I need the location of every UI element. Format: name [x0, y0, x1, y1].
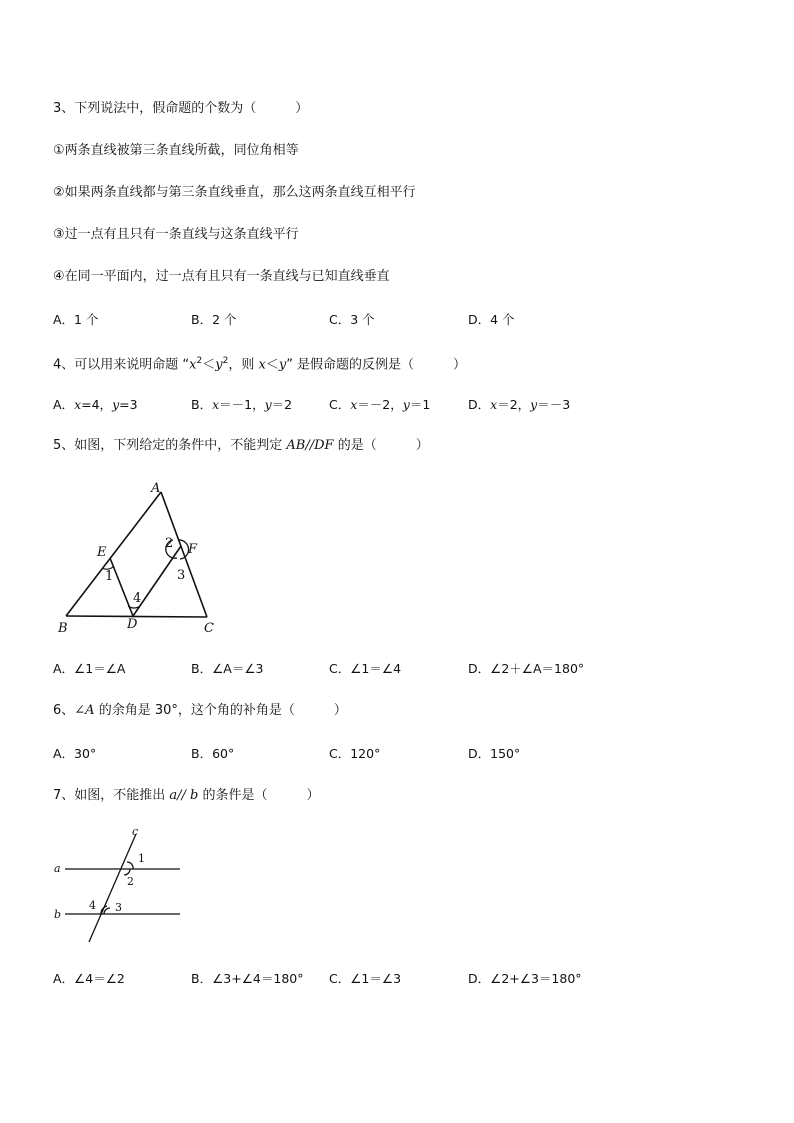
q5-stem-suffix: 的是（ ）	[333, 438, 429, 453]
q7-line-c	[89, 834, 136, 942]
q5-segment-ab	[66, 492, 161, 616]
q7-angle-3-arc	[104, 908, 110, 914]
q7-label-angle-2: 2	[127, 875, 134, 888]
q7-stem-prefix: 7、如图，不能推出	[53, 788, 170, 803]
q4-option-c-yval: ＝1	[409, 397, 431, 412]
q7-label-b: b	[54, 908, 62, 921]
q5-label-d: D	[127, 617, 138, 632]
q4-option-d-xval: ＝2，	[497, 397, 531, 412]
q4-exp-y: 2	[222, 356, 229, 366]
q7-label-angle-4: 4	[89, 899, 96, 912]
q4-option-c-y: y	[402, 397, 410, 412]
q7-label-a: a	[54, 862, 61, 875]
q5-label-angle-4: 4	[133, 591, 142, 606]
q5-label-f: F	[188, 542, 198, 557]
q5-label-angle-3: 3	[177, 568, 186, 583]
q7-stem-suffix: 的条件是（ ）	[198, 788, 320, 803]
q5-label-c: C	[204, 621, 214, 636]
q3-option-b: B．2 个	[191, 312, 237, 327]
q4-option-a-yval: =3	[119, 397, 138, 412]
q4-option-b-letter: B．	[191, 397, 213, 412]
q3-option-a: A．1 个	[53, 312, 99, 327]
q7-option-a: A．∠4＝∠2	[53, 971, 125, 986]
q5-label-angle-2: 2	[165, 536, 174, 551]
q5-label-angle-1: 1	[105, 569, 114, 584]
q6-option-a: A．30°	[53, 746, 97, 761]
q5-option-c: C．∠1＝∠4	[329, 661, 402, 676]
q7-stem	[53, 787, 320, 805]
q4-option-b-y: y	[264, 397, 272, 412]
q4-exp-x: 2	[196, 356, 203, 366]
q3-stem: 3、下列说法中，假命题的个数为（ ）	[53, 101, 309, 116]
q7-stem-math: a// b	[169, 788, 199, 803]
q3-item-3: ③过一点有且只有一条直线与这条直线平行	[53, 227, 299, 242]
q4-option-a-xval: =4，	[81, 397, 113, 412]
q4-option-a-x: x	[74, 397, 82, 412]
q7-label-angle-1: 1	[138, 852, 145, 865]
q4-var-y: y	[278, 357, 287, 373]
q4-option-d-x: x	[490, 397, 498, 412]
q6-stem-angle: ∠A	[74, 703, 95, 718]
q7-option-c: C．∠1＝∠3	[329, 971, 402, 986]
q4-option-b-yval: ＝2	[271, 397, 293, 412]
q6-stem	[53, 702, 347, 720]
q5-label-a: A	[151, 481, 161, 496]
q5-option-a: A．∠1＝∠A	[53, 661, 126, 676]
q5-option-b: B．∠A＝∠3	[191, 661, 264, 676]
q4-option-d-letter: D．	[468, 397, 491, 412]
q3-option-d: D．4 个	[468, 312, 515, 327]
q4-option-c-x: x	[350, 397, 358, 412]
q4-option-b-xval: ＝－1，	[219, 397, 265, 412]
q5-label-e: E	[97, 545, 107, 560]
q6-option-c: C．120°	[329, 746, 381, 761]
q4-var-x2: x	[189, 357, 197, 373]
q4-option-c-letter: C．	[329, 397, 351, 412]
q7-angle-1-arc	[127, 862, 133, 869]
q4-less-than-1: ＜	[202, 357, 216, 373]
q4-var-y2: y	[215, 357, 223, 373]
q5-stem-math: AB//DF	[286, 438, 334, 453]
q5-stem-prefix: 5、如图，下列给定的条件中，不能判定	[53, 438, 287, 453]
q4-stem-suffix: ” 是假命题的反例是（ ）	[286, 357, 467, 373]
q7-label-angle-3: 3	[115, 901, 122, 914]
q7-option-d: D．∠2+∠3＝180°	[468, 971, 582, 986]
q5-label-b: B	[58, 621, 68, 636]
q5-option-d: D．∠2＋∠A＝180°	[468, 661, 585, 676]
q6-stem-suffix: 的余角是 30°，这个角的补角是（ ）	[94, 703, 347, 718]
q4-less-than-2: ＜	[265, 357, 279, 373]
q3-item-2: ②如果两条直线都与第三条直线垂直，那么这两条直线互相平行	[53, 185, 416, 200]
q4-option-a-letter: A．	[53, 397, 75, 412]
q4-stem-prefix: 4、可以用来说明命题 “	[53, 357, 190, 373]
q4-option-d-yval: ＝－3	[537, 397, 571, 412]
q4-option-a-y: y	[112, 397, 120, 412]
q4-option-d-y: y	[530, 397, 538, 412]
q6-stem-prefix: 6、	[53, 703, 75, 718]
q4-var-x: x	[258, 357, 266, 373]
q6-option-b: B．60°	[191, 746, 235, 761]
q3-item-4: ④在同一平面内，过一点有且只有一条直线与已知直线垂直	[53, 269, 390, 284]
q4-option-b-x: x	[212, 397, 220, 412]
q4-stem-mid: ，则	[228, 357, 259, 373]
q4-option-c-xval: ＝－2，	[357, 397, 403, 412]
q3-item-1: ①两条直线被第三条直线所截，同位角相等	[53, 143, 299, 158]
q6-option-d: D．150°	[468, 746, 521, 761]
q7-label-c: c	[132, 825, 139, 838]
q7-option-b: B．∠3+∠4＝180°	[191, 971, 304, 986]
q3-option-c: C．3 个	[329, 312, 375, 327]
